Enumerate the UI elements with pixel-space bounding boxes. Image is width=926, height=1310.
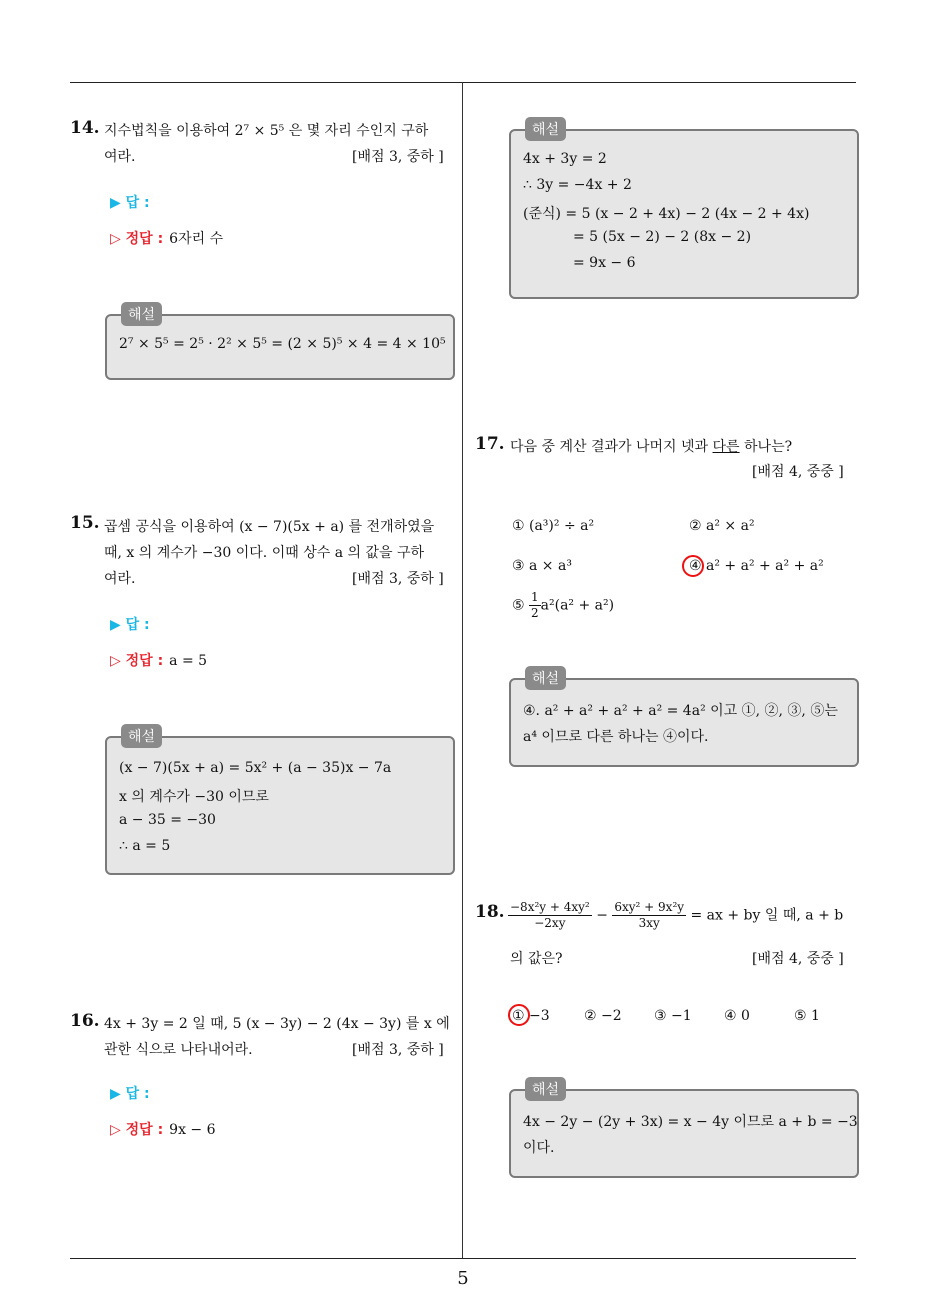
- q18-option-1[interactable]: ① −3: [512, 1008, 550, 1024]
- column-divider: [462, 82, 463, 1258]
- q17-solution-box: [509, 671, 859, 767]
- q18-frac1-num: −8x²y + 4xy²: [510, 900, 590, 914]
- q17-line1-b: 하나는?: [739, 439, 793, 455]
- q17-number: 17.: [475, 434, 505, 454]
- q17-score-tag: [배점 4, 중중 ]: [752, 464, 844, 480]
- top-rule: [70, 82, 856, 83]
- q16-correct-answer: [110, 1119, 216, 1139]
- q18-minus: −: [596, 907, 608, 924]
- q16-line2: 관한 식으로 나타내어라.: [104, 1042, 253, 1058]
- q18-solution-box: [509, 1082, 859, 1178]
- q17-line1-underlined: 다른: [712, 439, 740, 455]
- q15-solution-line-4: ∴ a = 5: [119, 838, 171, 854]
- q18-number: 18.: [475, 902, 505, 922]
- q18-frac2-den: 3xy: [638, 916, 660, 930]
- q17-selected-mark-icon: [682, 555, 704, 577]
- q17-line1: [510, 436, 792, 456]
- q14-line1: 지수법칙을 이용하여 2⁷ × 5⁵ 은 몇 자리 수인지 구하: [104, 123, 429, 139]
- q15-line3: 여라.: [104, 571, 136, 587]
- q15-solution-line-3: a − 35 = −30: [119, 812, 216, 828]
- q17-option-1[interactable]: ① (a³)² ÷ a²: [512, 518, 595, 534]
- q15-number: 15.: [70, 513, 100, 533]
- q16-solution-line-1: 4x + 3y = 2: [523, 151, 607, 167]
- q18-solution-label: 해설: [525, 1077, 566, 1101]
- q15-answer-field[interactable]: ▶ 답 :: [110, 617, 150, 633]
- q14-solution-label: 해설: [121, 302, 162, 326]
- q16-answer-field[interactable]: ▶ 답 :: [110, 1086, 150, 1102]
- q15-score-tag: [배점 3, 중하 ]: [352, 571, 444, 587]
- q18-fraction-1: [508, 900, 592, 931]
- q14-score-tag: [배점 3, 중하 ]: [352, 149, 444, 165]
- q16-solution-label: 해설: [525, 117, 566, 141]
- q16-solution-box: [509, 122, 859, 299]
- q15-solution-label: 해설: [121, 724, 162, 748]
- q16-score-tag: [배점 3, 중하 ]: [352, 1042, 444, 1058]
- q17-solution-label: 해설: [525, 666, 566, 690]
- q15-solution-line-2: x 의 계수가 −30 이므로: [119, 789, 269, 805]
- q14-correct-value: 6자리 수: [169, 231, 224, 247]
- q17-option-5-fraction: [529, 590, 541, 621]
- q14-number: 14.: [70, 118, 100, 138]
- q14-solution-line: 2⁷ × 5⁵ = 2⁵ · 2² × 5⁵ = (2 × 5)⁵ × 4 = 4 × 10⁵: [119, 336, 446, 352]
- q14-correct-answer: [110, 228, 223, 248]
- q17-option-2[interactable]: ② a² × a²: [689, 518, 755, 534]
- q17-option-5-frac-den: 2: [531, 606, 539, 620]
- q18-option-2[interactable]: ② −2: [584, 1008, 622, 1024]
- q18-frac2-num: 6xy² + 9x²y: [614, 900, 685, 914]
- q16-line1: 4x + 3y = 2 일 때, 5 (x − 3y) − 2 (4x − 3y) 를 x 에: [104, 1016, 450, 1032]
- q18-score-tag: [배점 4, 중중 ]: [752, 951, 844, 967]
- q17-option-5[interactable]: [512, 590, 614, 621]
- bottom-rule: [70, 1258, 856, 1259]
- q15-solution-box: [105, 729, 455, 875]
- page-number: 5: [457, 1268, 469, 1289]
- q16-solution-line-5: = 9x − 6: [573, 255, 636, 271]
- q14-answer-field[interactable]: ▶ 답 :: [110, 195, 150, 211]
- q17-option-4[interactable]: ④ a² + a² + a² + a²: [689, 558, 824, 574]
- q17-option-5-rest: a²(a² + a²): [540, 597, 615, 614]
- q17-option-5-marker: ⑤: [512, 597, 525, 614]
- q18-option-3[interactable]: ③ −1: [654, 1008, 692, 1024]
- q17-option-3[interactable]: ③ a × a³: [512, 558, 572, 574]
- q17-line1-a: 다음 중 계산 결과가 나머지 넷과: [510, 439, 713, 455]
- q16-solution-line-2: ∴ 3y = −4x + 2: [523, 177, 632, 193]
- q18-option-4[interactable]: ④ 0: [724, 1008, 750, 1024]
- q18-frac1-den: −2xy: [534, 916, 566, 930]
- q18-solution-line-2: 이다.: [523, 1140, 555, 1156]
- q14-line2: 여라.: [104, 149, 136, 165]
- q17-solution-line-1: ④. a² + a² + a² + a² = 4a² 이고 ①, ②, ③, ⑤는: [523, 703, 838, 719]
- q17-solution-line-2: a⁴ 이므로 다른 하나는 ④이다.: [523, 729, 709, 745]
- q15-line2: 때, x 의 계수가 −30 이다. 이때 상수 a 의 값을 구하: [104, 545, 425, 561]
- q15-correct-value: a = 5: [169, 653, 208, 669]
- q18-fraction-2: [612, 900, 686, 931]
- q18-selected-mark-icon: [508, 1004, 530, 1026]
- q18-line1: [508, 900, 843, 931]
- q16-correct-label: ▷ 정답 :: [110, 1122, 164, 1138]
- q14-correct-label: ▷ 정답 :: [110, 231, 164, 247]
- q18-solution-line-1: 4x − 2y − (2y + 3x) = x − 4y 이므로 a + b = −3: [523, 1114, 858, 1130]
- q16-solution-line-3: (준식) = 5 (x − 2 + 4x) − 2 (4x − 2 + 4x): [523, 206, 810, 222]
- q17-option-5-frac-num: 1: [531, 590, 539, 604]
- q16-solution-line-4: = 5 (5x − 2) − 2 (8x − 2): [573, 229, 752, 245]
- q18-option-5[interactable]: ⑤ 1: [794, 1008, 820, 1024]
- q15-line1: 곱셈 공식을 이용하여 (x − 7)(5x + a) 를 전개하였을: [104, 519, 435, 535]
- q16-number: 16.: [70, 1011, 100, 1031]
- q16-correct-value: 9x − 6: [169, 1122, 216, 1138]
- q15-correct-label: ▷ 정답 :: [110, 653, 164, 669]
- q14-solution-box: [105, 307, 455, 380]
- q18-line2: 의 값은?: [510, 951, 563, 967]
- q18-line1-rest: = ax + by 일 때, a + b: [690, 907, 844, 924]
- q15-solution-line-1: (x − 7)(5x + a) = 5x² + (a − 35)x − 7a: [119, 760, 392, 776]
- q15-correct-answer: [110, 650, 207, 670]
